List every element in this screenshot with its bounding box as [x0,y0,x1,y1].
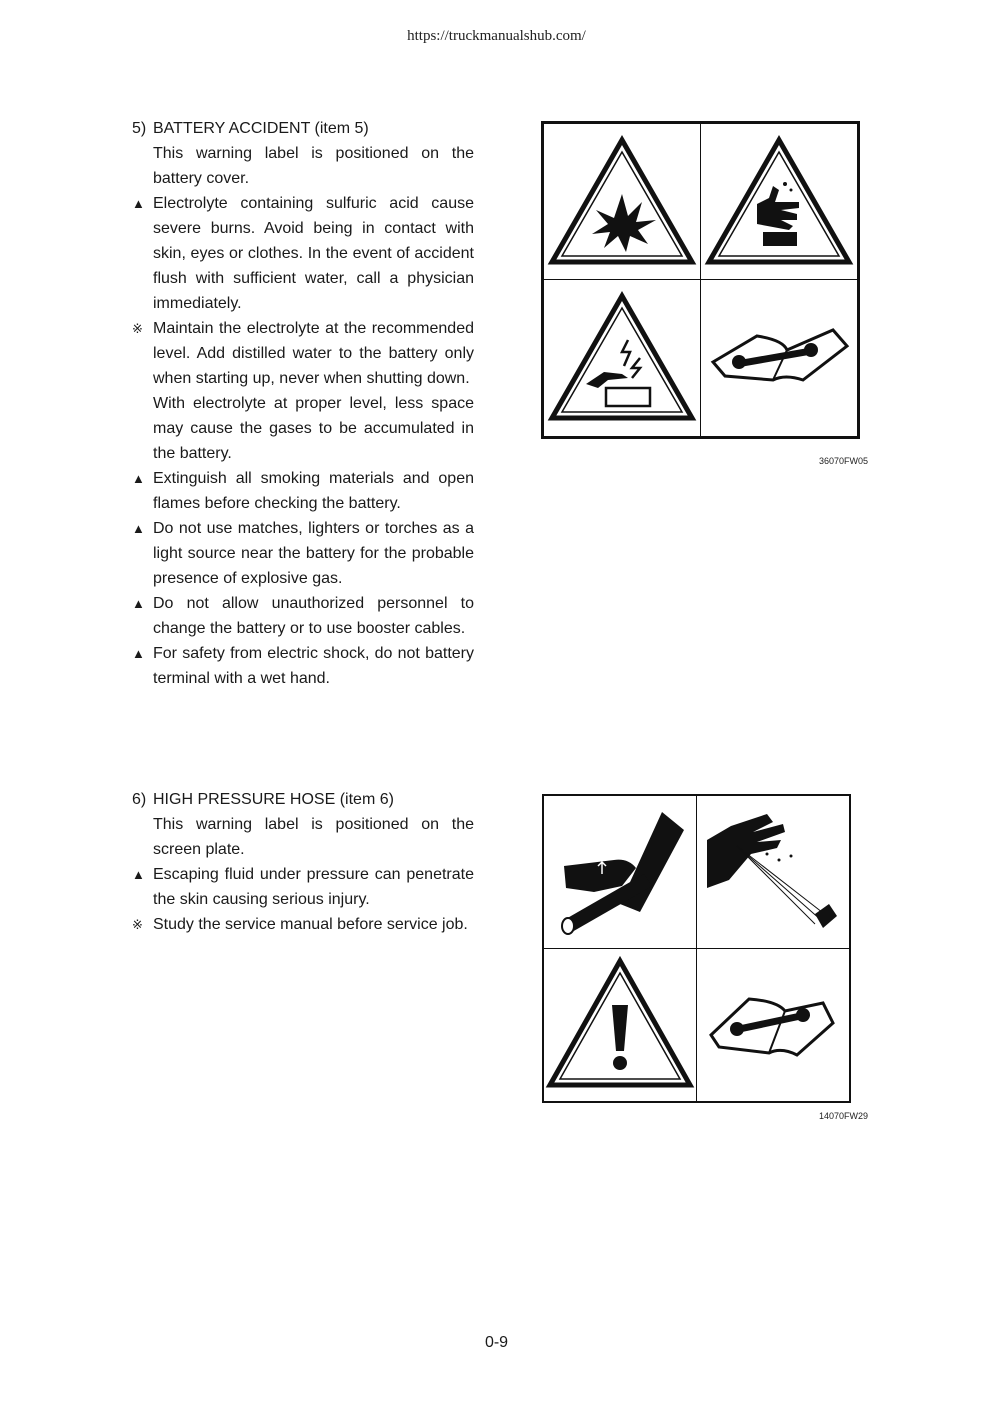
section-title: BATTERY ACCIDENT [153,120,311,137]
page-number: 0-9 [484,1334,509,1351]
paragraph-text: Maintain the electrolyte at the recommended level. Add distilled water to the battery only when starting up, never when shutting down. [153,320,474,387]
section-title: HIGH PRESSURE HOSE [153,791,336,808]
warning-icon: ▲ [132,521,145,536]
warning-icon: ▲ [132,596,145,611]
exclamation-warning-icon [543,948,697,1102]
manual-book-icon [700,279,858,437]
note-icon: ※ [132,321,143,336]
paragraph-text: Escaping fluid under pressure can penetrate the skin causing serious injury. [153,866,474,908]
section-number: 5) [132,120,147,137]
paragraph [132,391,474,466]
paragraph [132,516,474,591]
paragraph [132,641,474,691]
paragraph-mark [132,141,153,191]
warning-icon: ▲ [132,196,145,211]
paragraph [132,812,474,862]
warning-icon: ▲ [132,471,145,486]
paragraph-text: For safety from electric shock, do not battery terminal with a wet hand. [153,645,474,687]
fluid-spray-hand-icon [696,795,850,949]
warning-icon: ▲ [132,646,145,661]
paragraph-text: This warning label is positioned on the battery cover. [153,145,474,187]
acid-burn-warning-icon [700,123,858,280]
section-number: 6) [132,791,147,808]
manual-book-icon [696,948,850,1102]
section-high-pressure-hose [132,787,474,937]
section-heading [132,787,474,812]
section-battery-accident [132,116,474,691]
header-url: https://truckmanualshub.com/ [407,28,586,44]
section-item: (item 5) [314,120,369,137]
figure-code: 14070FW29 [819,1111,869,1121]
section-item: (item 6) [339,791,394,808]
paragraph-text: Study the service manual before service job. [153,916,468,933]
paragraph [132,141,474,191]
paragraph-mark [132,391,153,466]
paragraph [132,191,474,316]
paragraph-text: Extinguish all smoking materials and open flames before checking the battery. [153,470,474,512]
paragraph [132,591,474,641]
electric-shock-warning-icon [543,279,701,437]
hose-warning-label-figure [542,794,851,1103]
paragraph [132,466,474,516]
warning-icon: ▲ [132,867,145,882]
paragraph-text: Electrolyte containing sulfuric acid cause severe burns. Avoid being in contact with skin, eyes or clothes. In the event of accident flush with sufficient water, call a physician immediately. [153,195,474,312]
paragraph [132,912,474,937]
paragraph-text: With electrolyte at proper level, less space may cause the gases to be accumulated in the battery. [153,395,474,462]
paragraph-text: Do not allow unauthorized personnel to change the battery or to use booster cables. [153,595,474,637]
paragraph-text: This warning label is positioned on the screen plate. [153,816,474,858]
section-heading [132,116,474,141]
hose-cut-hand-icon [543,795,697,949]
battery-warning-label-figure [541,121,860,439]
paragraph-mark [132,812,153,862]
note-icon: ※ [132,917,143,932]
figure-code: 36070FW05 [819,456,869,466]
explosion-warning-icon [543,123,701,280]
paragraph-text: Do not use matches, lighters or torches as a light source near the battery for the probable presence of explosive gas. [153,520,474,587]
paragraph [132,862,474,912]
paragraph [132,316,474,391]
